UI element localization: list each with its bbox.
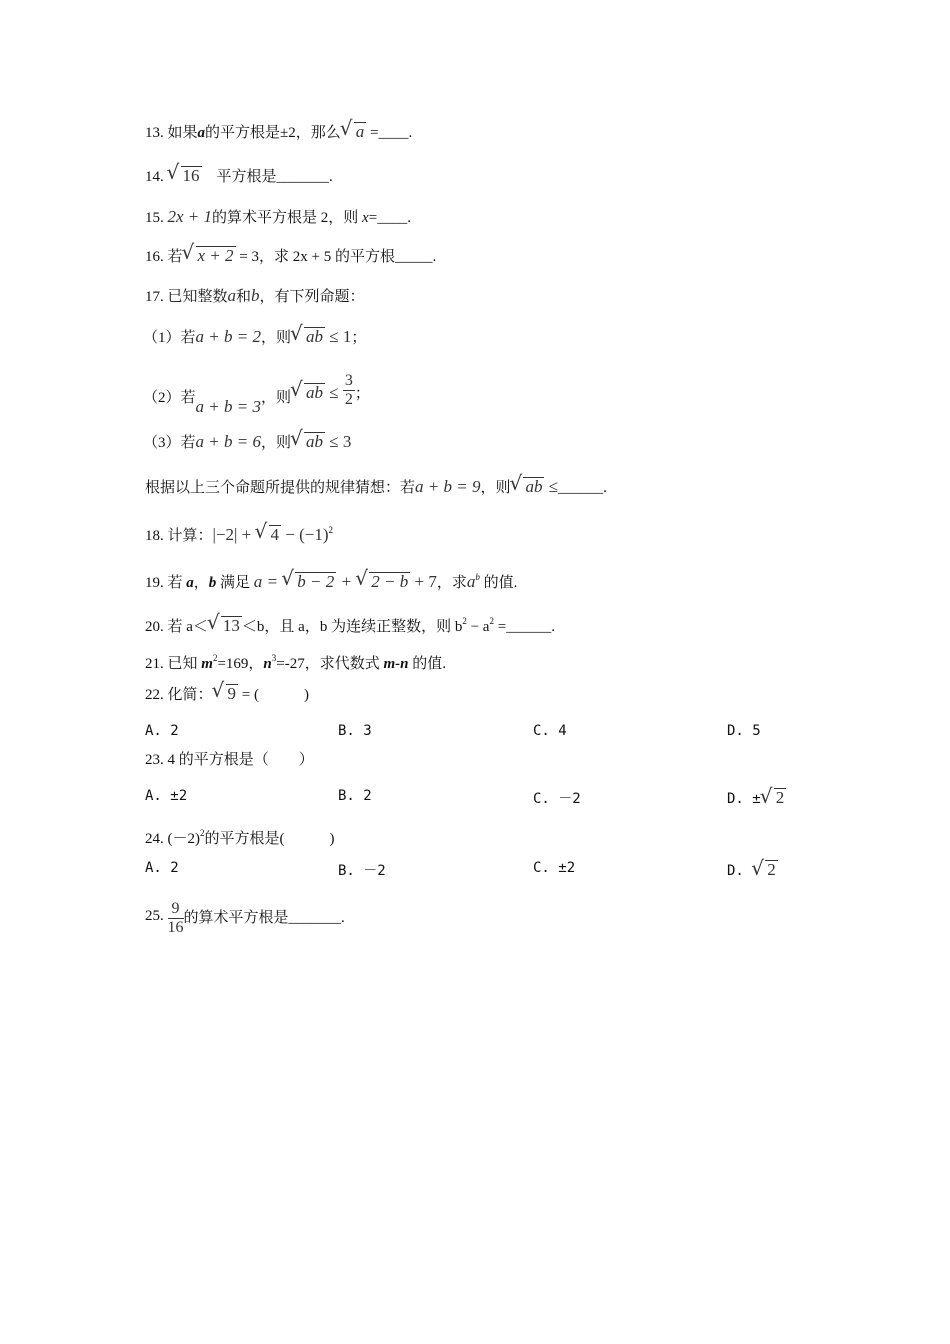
q24-option-c[interactable]: C. ±2 bbox=[533, 860, 576, 876]
sqrt-2: √ 2 bbox=[761, 788, 787, 808]
question-24: 24. $(-2)^2$的平方根是( ) bbox=[145, 828, 335, 847]
question-13: 13. 如果a的平方根是±2，那么√ a =____. bbox=[145, 122, 412, 143]
expression-2x-plus-1: 2x + 1 bbox=[167, 207, 213, 226]
sqrt-4: √ 4 bbox=[256, 525, 282, 545]
answer-blank[interactable]: ____ bbox=[377, 210, 408, 226]
fraction-3-2: $\frac{3}{2}$ bbox=[344, 372, 353, 408]
q22-option-c[interactable]: C. 4 bbox=[533, 723, 567, 739]
sqrt-ab: √ ab bbox=[510, 477, 544, 497]
q23-option-b[interactable]: B. 2 bbox=[338, 788, 372, 804]
sqrt-ab: √ ab bbox=[291, 432, 325, 452]
answer-blank[interactable]: ______ bbox=[506, 619, 552, 635]
q22-option-b[interactable]: B. 3 bbox=[338, 723, 372, 739]
answer-blank[interactable]: _____ bbox=[394, 249, 433, 265]
sqrt-b-minus-2: √ b − 2 bbox=[282, 572, 336, 592]
question-25: 25. $\frac{9}{16}$ 的算术平方根是_______. bbox=[145, 900, 345, 936]
question-15: 15. 2x + 1的算术平方根是 2，则 x=____. bbox=[145, 207, 411, 226]
question-14: 14. √ 16 平方根是_______. bbox=[145, 166, 333, 187]
sqrt-9: √ 9 bbox=[213, 684, 239, 704]
answer-blank[interactable]: ____ bbox=[378, 125, 409, 141]
question-21: 21. 已知 $m^2=169$，$n^3=-27$，求代数式 m-n 的值. bbox=[145, 653, 446, 672]
q23-option-d[interactable]: D. ±√ 2 bbox=[727, 788, 786, 808]
answer-blank[interactable]: _______ bbox=[276, 169, 330, 185]
question-17: 17. 已知整数a和b，有下列命题： bbox=[145, 286, 365, 305]
proposition-1: （1）若a + b = 2，则√ ab ≤ 1； bbox=[143, 327, 366, 348]
sqrt-13: √ 13 bbox=[208, 616, 242, 636]
sqrt-16: √ 16 bbox=[168, 166, 202, 186]
q22-option-d[interactable]: D. 5 bbox=[727, 723, 761, 739]
sqrt-ab: √ ab bbox=[291, 383, 325, 403]
question-18: 18. 计算：|−2| + √ $4 - (-1)^2$ bbox=[145, 520, 333, 546]
answer-blank[interactable]: ______ bbox=[558, 480, 604, 496]
question-19: 19. 若 a，b 满足 a = √ b − 2 + √ 2 − b + 7，求$a^b$ 的值. bbox=[145, 567, 517, 593]
q22-option-a[interactable]: A. 2 bbox=[145, 723, 179, 739]
question-20: 20. 若 a＜√ 13 ＜b，且 a，b 为连续正整数，则 $b^2 - a^2$ =______. bbox=[145, 611, 555, 637]
fraction-9-16: $\frac{9}{16}$ bbox=[167, 900, 184, 936]
sqrt-x-plus-2: √ x + 2 bbox=[183, 246, 236, 266]
sqrt-a: √ a bbox=[341, 122, 367, 142]
proposition-2: （2）若a + b = 3，则√ ab ≤ $\frac{3}{2}$ ； bbox=[143, 372, 370, 416]
q24-option-a[interactable]: A. 2 bbox=[145, 860, 179, 876]
answer-blank[interactable]: _______ bbox=[288, 909, 342, 926]
question-23: 23. 4 的平方根是（ ） bbox=[145, 752, 314, 768]
q23-option-a[interactable]: A. ±2 bbox=[145, 788, 188, 804]
q23-option-c[interactable]: C. －2 bbox=[533, 791, 581, 807]
sqrt-ab: √ ab bbox=[291, 327, 325, 347]
q24-option-d[interactable]: D. √ 2 bbox=[727, 860, 778, 880]
proposition-3: （3）若a + b = 6，则√ ab ≤ 3 bbox=[143, 432, 351, 453]
sqrt-2: √ 2 bbox=[752, 860, 778, 880]
q24-option-b[interactable]: B. －2 bbox=[338, 863, 386, 879]
sqrt-2-minus-b: √ 2 − b bbox=[356, 572, 410, 592]
proposition-guess: 根据以上三个命题所提供的规律猜想：若a + b = 9，则√ ab ≤______. bbox=[145, 477, 607, 498]
question-22: 22. 化简：√ 9 = ( ) bbox=[145, 684, 309, 705]
question-16: 16. 若√ x + 2 = 3，求 2x + 5 的平方根_____. bbox=[145, 246, 436, 267]
